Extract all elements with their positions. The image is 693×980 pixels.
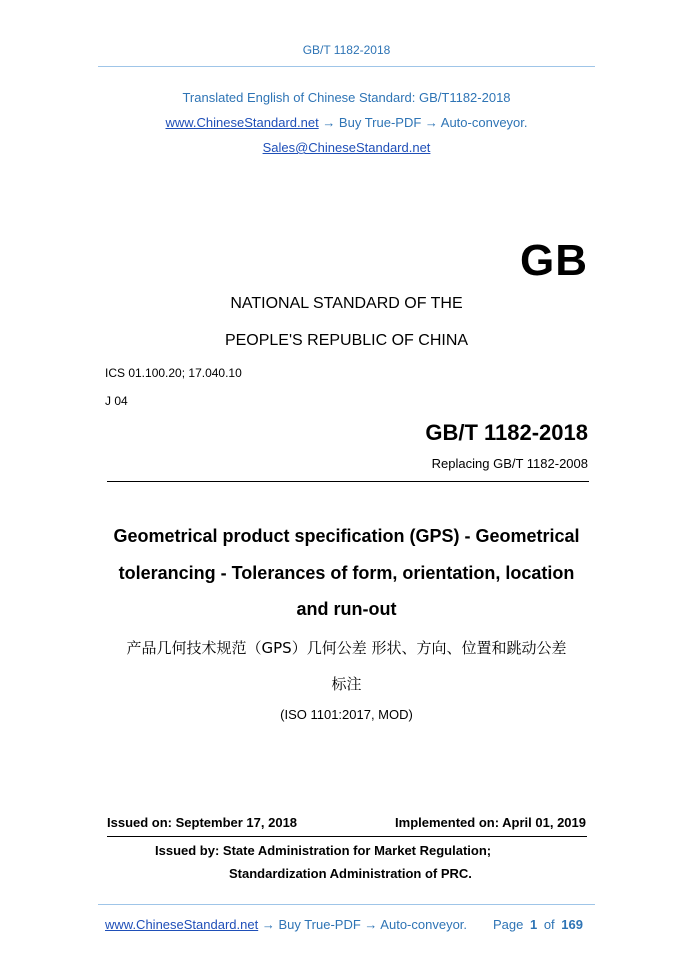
- ics-code: ICS 01.100.20; 17.040.10: [105, 366, 242, 380]
- header-doc-code: GB/T 1182-2018: [302, 43, 391, 57]
- page-of: of: [543, 917, 555, 932]
- header-site-suffix: → Buy True-PDF → Auto-conveyor.: [322, 115, 528, 130]
- ccs-code: J 04: [105, 394, 128, 408]
- title-en-line2: tolerancing - Tolerances of form, orientation, location: [118, 563, 575, 583]
- footer-divider: [98, 904, 595, 905]
- iso-reference: (ISO 1101:2017, MOD): [280, 707, 413, 722]
- gb-logo: GB: [520, 236, 588, 285]
- issuer-line2: Standardization Administration of PRC.: [229, 866, 472, 881]
- header-email-line: [0, 140, 693, 155]
- title-en-line3: and run-out: [296, 599, 397, 619]
- footer-site-link[interactable]: www.ChineseStandard.net: [105, 917, 259, 932]
- footer-links-line: [105, 917, 467, 932]
- title-zh-line1: 产品几何技术规范（GPS）几何公差 形状、方向、位置和跳动公差: [126, 639, 567, 657]
- title-en-line1: Geometrical product specification (GPS) - Geometrical: [113, 526, 580, 546]
- dates-divider: [107, 836, 587, 837]
- header-links-line: [0, 115, 693, 130]
- replacing-note: Replacing GB/T 1182-2008: [431, 456, 588, 471]
- title-divider: [107, 481, 589, 482]
- title-zh-line2: 标注: [331, 675, 362, 693]
- sales-email-link[interactable]: Sales@ChineseStandard.net: [262, 140, 431, 155]
- header-divider: [98, 66, 595, 67]
- translated-notice: Translated English of Chinese Standard: GB/T1182-2018: [182, 90, 511, 105]
- footer-site-suffix: → Buy True-PDF → Auto-conveyor.: [261, 917, 468, 932]
- issued-date: Issued on: September 17, 2018: [107, 815, 298, 830]
- standard-number: GB/T 1182-2018: [425, 420, 588, 445]
- page-indicator: [493, 917, 583, 932]
- header-site-link[interactable]: www.ChineseStandard.net: [165, 115, 319, 130]
- implemented-date: Implemented on: April 01, 2019: [395, 815, 586, 830]
- page-label: Page: [492, 917, 524, 932]
- page-total: 169: [561, 917, 583, 932]
- issuer-line1: Issued by: State Administration for Market Regulation;: [155, 843, 492, 858]
- page-current: 1: [529, 917, 538, 932]
- national-standard-line2: PEOPLE'S REPUBLIC OF CHINA: [224, 332, 469, 349]
- national-standard-line1: NATIONAL STANDARD OF THE: [230, 295, 463, 312]
